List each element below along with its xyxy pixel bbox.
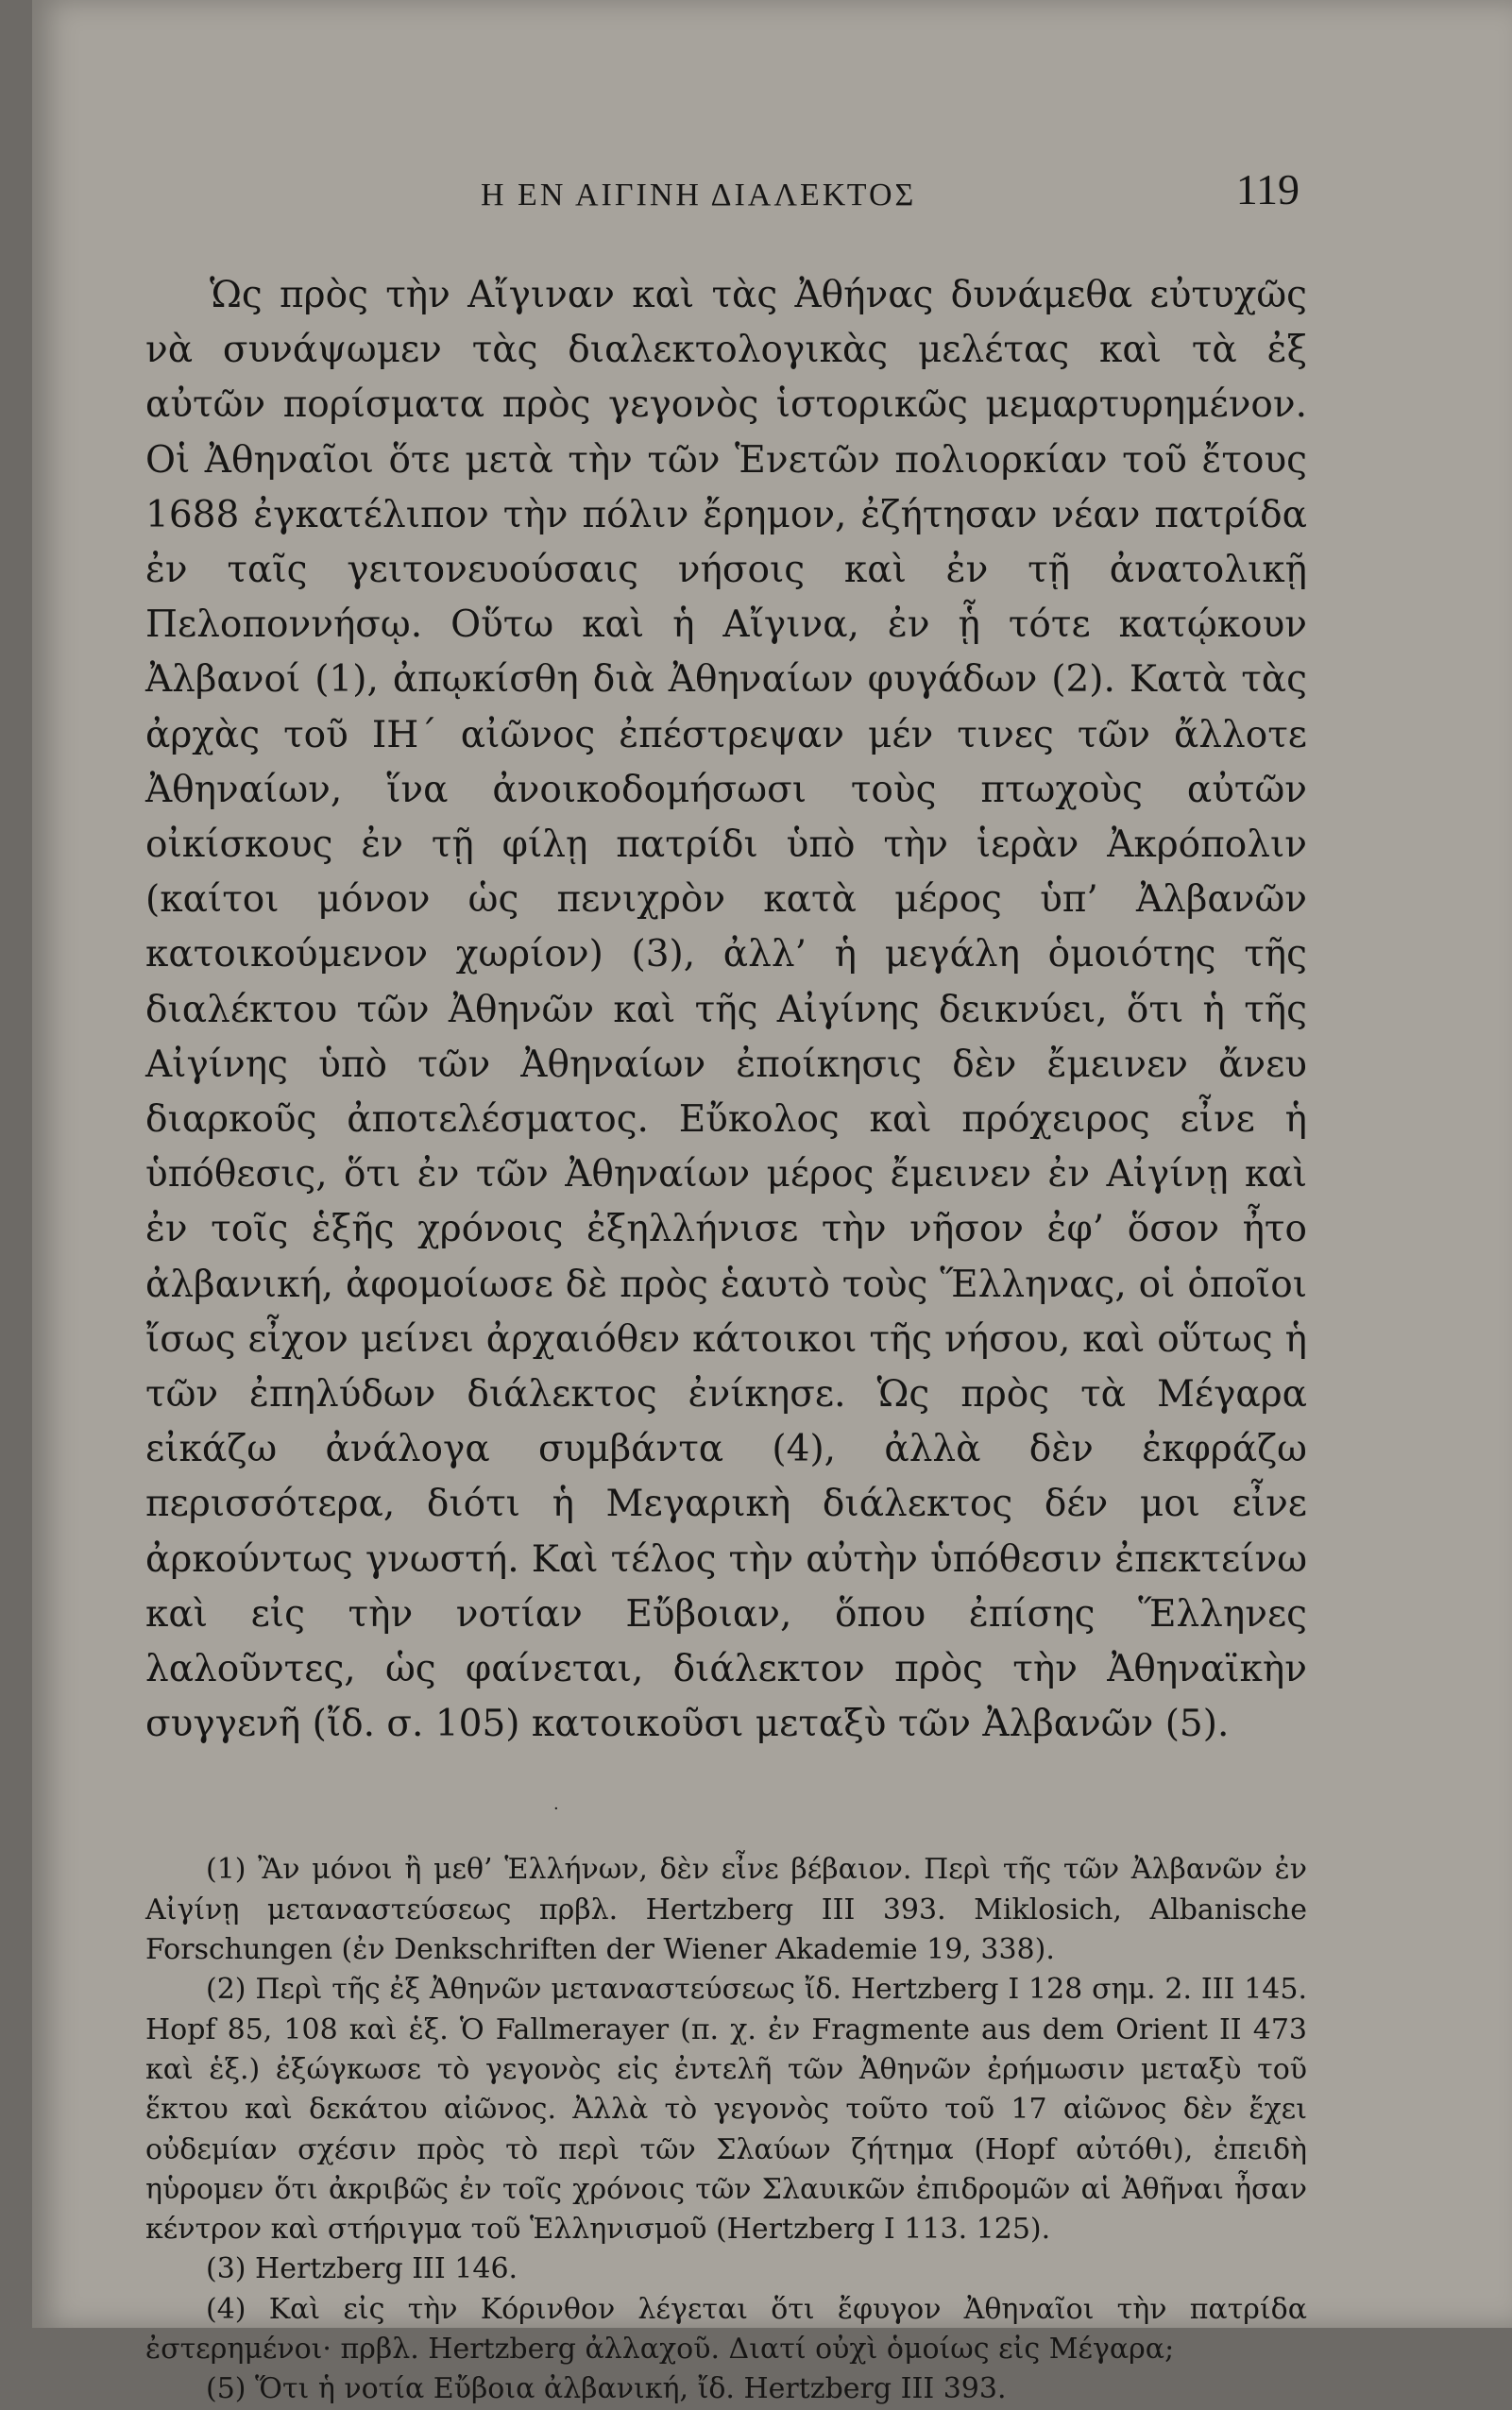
main-paragraph: Ὡς πρὸς τὴν Αἴγιναν καὶ τὰς Ἀθήνας δυνάμεθα εὐτυχῶς νὰ συνάψωμεν τὰς διαλεκτολογικὰς μελέτας καὶ τὰ ἐξ αὐτῶν πορίσματα πρὸς γεγονὸς ἱστορικῶς μεμαρτυρημένον. Οἱ Ἀθηναῖοι ὅτε μετὰ τὴν τῶν Ἑνετῶν πολιορκίαν τοῦ ἔτους 1688 ἐγκατέλιπον τὴν πόλιν ἔρημον, ἐζήτησαν νέαν πατρίδα ἐν ταῖς γειτονευούσαις νήσοις καὶ ἐν τῇ ἀνατολικῇ Πελοποννήσῳ. Οὕτω καὶ ἡ Αἴγινα, ἐν ᾗ τότε κατῴκουν Ἀλβανοί (1), ἀπῳκίσθη διὰ Ἀθηναίων φυγάδων (2). Κατὰ τὰς ἀρχὰς τοῦ ΙΗ΄ αἰῶνος ἐπέστρεψαν μέν τινες τῶν ἄλλοτε Ἀθηναίων, ἵνα ἀνοικοδομήσωσι τοὺς πτωχοὺς αὐτῶν οἰκίσκους ἐν τῇ φίλῃ πατρίδι ὑπὸ τὴν ἱερὰν Ἀκρόπολιν (καίτοι μόνον ὡς πενιχρὸν κατὰ μέρος ὑπ’ Ἀλβανῶν κατοικούμενον χωρίον) (3), ἀλλ’ ἡ μεγάλη ὁμοιότης τῆς διαλέκτου τῶν Ἀθηνῶν καὶ τῆς Αἰγίνης δεικνύει, ὅτι ἡ τῆς Αἰγίνης ὑπὸ τῶν Ἀθηναίων ἐποίκησις δὲν ἔμεινεν ἄνευ διαρκοῦς ἀποτελέσματος. Εὔκολος καὶ πρόχειρος εἶνε ἡ ὑπόθεσις, ὅτι ἐν τῶν Ἀθηναίων μέρος ἔμεινεν ἐν Αἰγίνῃ καὶ ἐν τοῖς ἑξῆς χρόνοις ἐξηλλήνισε τὴν νῆσον ἐφ’ ὅσον ἦτο ἀλβανική, ἀφομοίωσε δὲ πρὸς ἑαυτὸ τοὺς Ἕλληνας, οἱ ὁποῖοι ἴσως εἶχον μείνει ἀρχαιόθεν κάτοικοι τῆς νήσου, καὶ οὕτως ἡ τῶν ἐπηλύδων διάλεκτος ἐνίκησε. Ὡς πρὸς τὰ Μέγαρα εἰκάζω ἀνάλογα συμβάντα (4), ἀλλὰ δὲν ἐκφράζω περισσότερα, διότι ἡ Μεγαρικὴ διάλεκτος δέν μοι εἶνε ἀρκούντως γνωστή. Καὶ τέλος τὴν αὐτὴν ὑπόθεσιν ἐπεκτείνω καὶ εἰς τὴν νοτίαν Εὔβοιαν, ὅπου ἐπίσης Ἕλληνες λαλοῦντες, ὡς φαίνεται, διάλεκτον πρὸς τὴν Ἀθηναϊκὴν συγγενῆ (ἴδ. σ. 105) κατοικοῦσι μεταξὺ τῶν Ἀλβανῶν (5).	[145, 274, 1307, 1746]
page-number: 119	[1235, 165, 1300, 213]
footnote-4: (4) Καὶ εἰς τὴν Κόρινθον λέγεται ὅτι ἔφυγον Ἀθηναῖοι τὴν πατρίδα ἐστερημένοι· πρβλ. Hertzberg ἀλλαχοῦ. Διατί οὐχὶ ὁμοίως εἰς Μέγαρα;	[145, 2292, 1307, 2367]
footnotes	[145, 1850, 1307, 2409]
separator-mark: ·	[553, 1799, 559, 1820]
footnote-1: (1) Ἂν μόνοι ἢ μεθ’ Ἑλλήνων, δὲν εἶνε βέβαιον. Περὶ τῆς τῶν Ἀλβανῶν ἐν Αἰγίνῃ μεταναστεύσεως πρβλ. Hertzberg III 393. Miklosich, Albanische Forschungen (ἐν Denkschriften der Wiener Akademie 19, 338).	[145, 1853, 1307, 1967]
main-text	[145, 268, 1307, 1752]
scanned-page	[32, 0, 1512, 2406]
footnote-5: (5) Ὅτι ἡ νοτία Εὔβοια ἀλβανική, ἴδ. Hertzberg III 393.	[206, 2372, 1007, 2406]
running-head: Η ΕΝ ΑΙΓΙΝΗ ΔΙΑΛΕΚΤΟΣ	[481, 178, 917, 212]
page-header	[145, 161, 1307, 227]
footnote-2: (2) Περὶ τῆς ἐξ Ἀθηνῶν μεταναστεύσεως ἴδ. Hertzberg I 128 σημ. 2. III 145. Hopf 85, 108 καὶ ἑξ. Ὁ Fallmerayer (π. χ. ἐν Fragmente aus dem Orient II 473 καὶ ἑξ.) ἐξώγκωσε τὸ γεγονὸς εἰς ἐντελῆ τῶν Ἀθηνῶν ἐρήμωσιν μεταξὺ τοῦ ἕκτου καὶ δεκάτου αἰῶνος. Ἀλλὰ τὸ γεγονὸς τοῦτο τοῦ 17 αἰῶνος δὲν ἔχει οὐδεμίαν σχέσιν πρὸς τὸ περὶ τῶν Σλαύων ζήτημα (Hopf αὐτόθι), ἐπειδὴ ηὑρομεν ὅτι ἀκριβῶς ἐν τοῖς χρόνοις τῶν Σλαυικῶν ἐπιδρομῶν αἱ Ἀθῆναι ἦσαν κέντρον καὶ στήριγμα τοῦ Ἑλληνισμοῦ (Hertzberg I 113. 125).	[145, 1973, 1307, 2247]
footnote-3: (3) Hertzberg III 146.	[206, 2252, 518, 2286]
page-content	[145, 161, 1307, 2406]
